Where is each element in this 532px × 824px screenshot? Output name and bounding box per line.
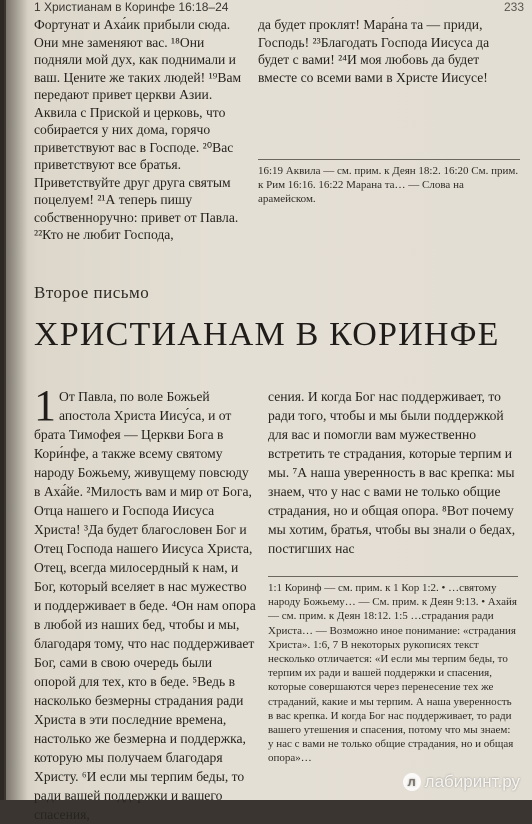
section-title: ХРИСТИАНАМ В КОРИНФЕ <box>34 316 500 353</box>
running-head: 1 Христианам в Коринфе 16:18–24 <box>34 0 229 14</box>
top-column-right <box>258 16 520 86</box>
labirint-logo-icon: л <box>403 773 421 791</box>
bottom-footnotes: 1:1 Коринф — см. прим. к 1 Кор 1:2. • …святому народу Божьему… — См. прим. к Деян 9:13. • Ахайя — см. прим. к Деян 18:12. 1:5 …страдания ради Христа… — Возможно иное понимание: «страдания Христа». 1:6, 7 В некоторых рукописях текст несколько отличается: «И если мы терпим беды, то терпим их ради и вашей поддержки и спасения, которые совершаются через перенесение тех же страданий, какие и мы терпим. А наша уверенность в вас крепка. И когда Бог нас поддерживает, то ради вашего утешения и спасения, потому что мы знаем: у нас с вами не только общие страдания, но и общая опора»… <box>268 576 518 766</box>
chapter-number: 1 <box>34 381 56 430</box>
book-edge <box>0 0 4 800</box>
watermark-text: лабиринт.ру <box>424 772 520 791</box>
top-column-left <box>34 16 244 244</box>
section-label: Второе письмо <box>34 283 150 302</box>
top-footnotes: 16:19 Аквила — см. прим. к Деян 18:2. 16:20 См. прим. к Рим 16:16. 16:22 Марана та… — Слова на арамейском. <box>258 159 520 206</box>
page-number: 233 <box>503 0 524 14</box>
book-page <box>6 0 532 822</box>
watermark <box>403 772 520 792</box>
top-right-text: да будет проклят! Мара́на та — приди, Господь! ²³Благодать Господа Иисуса да будет с вами! ²⁴И моя любовь да будет вместе со всеми вами в Христе Иисусе! <box>258 17 490 85</box>
bottom-column-right <box>268 387 518 558</box>
bottom-right-text: сения. И когда Бог нас поддерживает, то ради того, чтобы и мы были поддержкой для вас и помогли вам мужественно встретить те страдания, которые терпим и мы. ⁷А наша уверенность в вас крепка: мы знаем, что у нас с вами не только общие страдания, но и общая опора. ⁸Вот почему мы хотим, братья, чтобы вы знали о бедах, постигших нас <box>268 389 516 556</box>
top-left-text: Фортунат и Аха́ик прибыли сюда. Они мне заменяют вас. ¹⁸Они подняли мой дух, как поднимали и ваш. Цените же таких людей! ¹⁹Вам передают привет церкви Азии. Аквила с Приской и церковь, что собирается у них дома, горячо приветствуют вас в Господе. ²⁰Вас приветствуют все братья. Приветствуйте друг друга святым поцелуем! ²¹А теперь пишу собственноручно: привет от Павла. ²²Кто не любит Господа, <box>34 17 242 242</box>
spine-shadow <box>6 0 28 800</box>
bottom-left-text: От Павла, по воле Божьей апостола Христа Иису́са, и от брата Тимофея — Церкви Бога в Кори́нфе, а также всему святому народу Божьему, живущему повсюду в Аха́йе. ²Милость вам и мир от Бога, Отца нашего и Господа Иисуса Христа! ³Да будет благословен Бог и Отец Господа нашего Иисуса Христа, Отец, всегда милосердный к нам, и Бог, который вселяет в нас мужество и поддерживает в беде. ⁴Он нам опора в любой из наших бед, чтобы и мы, благодаря тому, что нас поддерживает Бог, сами в свою очередь были опорой для тех, кто в беде. ⁵Ведь в насколько безмерны страдания ради Христа в эти последние времена, настолько же безмерна и поддержка, которую мы получаем благодаря Христу. ⁶И если мы терпим беды, то ради вашей поддержки и вашего спасения, <box>34 389 256 822</box>
bottom-column-left <box>34 381 256 824</box>
